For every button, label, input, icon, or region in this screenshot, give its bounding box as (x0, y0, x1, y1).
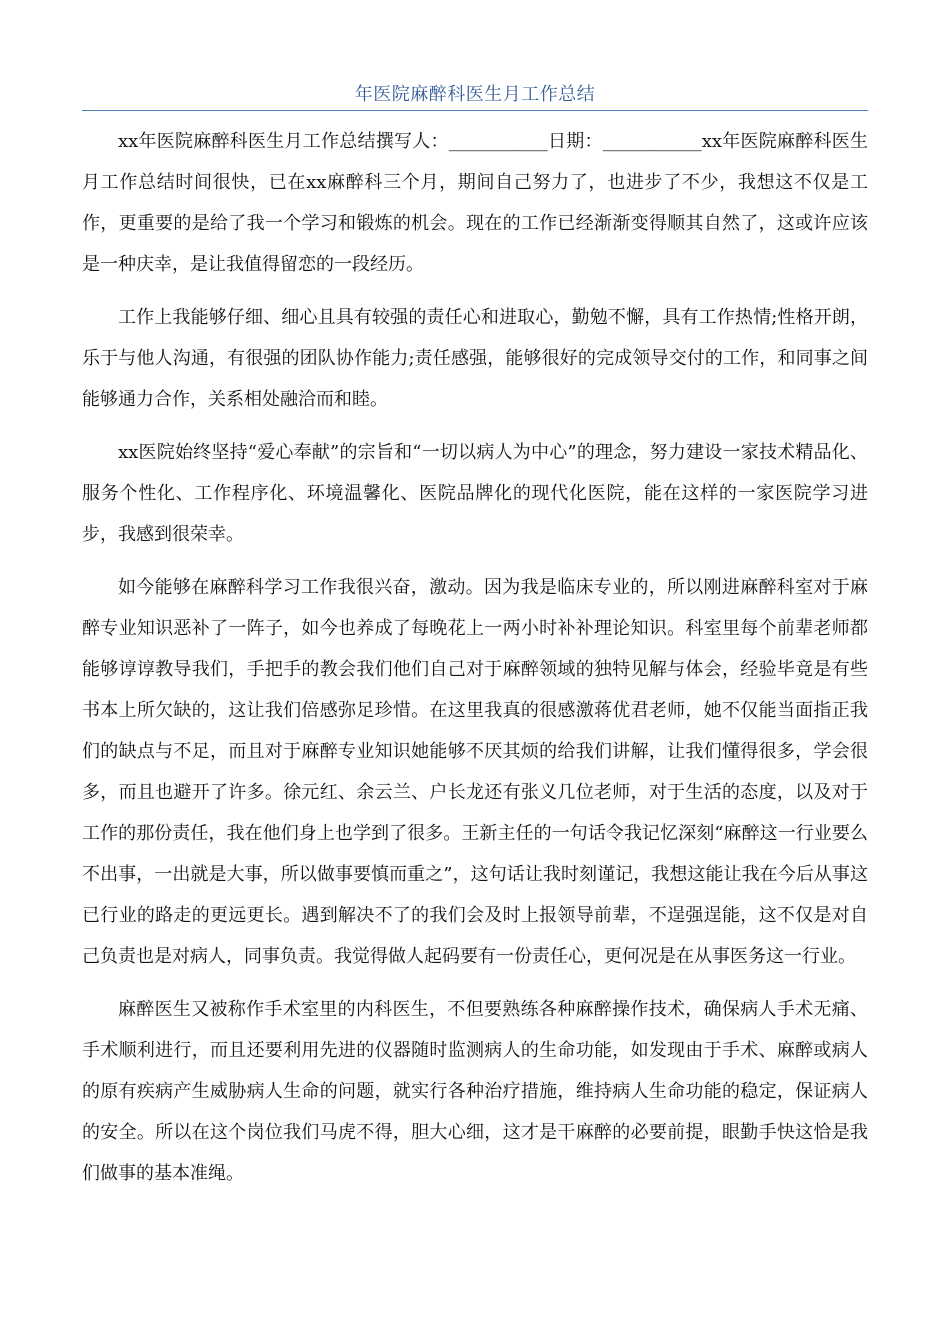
document-header (82, 80, 868, 111)
document-page (82, 80, 868, 1206)
document-body (82, 121, 868, 1194)
paragraph-hospital-mission: xx医院始终坚持“爱心奉献”的宗旨和“一切以病人为中心”的理念，努力建设一家技术精品化、服务个性化、工作程序化、环境温馨化、医院品牌化的现代化医院，能在这样的一家医院学习进步，我感到很荣幸。 (82, 442, 868, 545)
paragraph-learning-experience: 如今能够在麻醉科学习工作我很兴奋，激动。因为我是临床专业的，所以刚进麻醉科室对于麻醉专业知识恶补了一阵子，如今也养成了每晚花上一两小时补补理论知识。科室里每个前辈老师都能够谆谆教导我们，手把手的教会我们他们自己对于麻醉领域的独特见解与体会，经验毕竟是有些书本上所欠缺的，这让我们倍感弥足珍惜。在这里我真的很感激蒋优君老师，她不仅能当面指正我们的缺点与不足，而且对于麻醉专业知识她能够不厌其烦的给我们讲解，让我们懂得很多，学会很多，而且也避开了许多。徐元红、余云兰、户长龙还有张义几位老师，对于生活的态度，以及对于工作的那份责任，我在他们身上也学到了很多。王新主任的一句话令我记忆深刻“麻醉这一行业要么不出事，一出就是大事，所以做事要慎而重之”，这句话让我时刻谨记，我想这能让我在今后从事这已行业的路走的更远更长。遇到解决不了的我们会及时上报领导前辈，不逞强逞能，这不仅是对自己负责也是对病人，同事负责。我觉得做人起码要有一份责任心，更何况是在从事医务这一行业。 (82, 577, 868, 967)
document-title: 年医院麻醉科医生月工作总结 (354, 84, 596, 105)
paragraph-anesthesiologist-role: 麻醉医生又被称作手术室里的内科医生，不但要熟练各种麻醉操作技术，确保病人手术无痛、手术顺利进行，而且还要利用先进的仪器随时监测病人的生命功能，如发现由于手术、麻醉或病人的原有疾病产生威胁病人生命的问题，就实行各种治疗措施，维持病人生命功能的稳定，保证病人的安全。所以在这个岗位我们马虎不得，胆大心细，这才是干麻醉的必要前提，眼勤手快这恰是我们做事的基本准绳。 (82, 999, 868, 1184)
paragraph-intro: xx年医院麻醉科医生月工作总结撰写人：___________日期：___________xx年医院麻醉科医生月工作总结时间很快，已在xx麻醉科三个月，期间自己努力了，也进步了不少，我想这不仅是工作，更重要的是给了我一个学习和锻炼的机会。现在的工作已经渐渐变得顺其自然了，这或许应该是一种庆幸，是让我值得留恋的一段经历。 (82, 131, 868, 275)
paragraph-work-attitude: 工作上我能够仔细、细心且具有较强的责任心和进取心，勤勉不懈，具有工作热情;性格开朗，乐于与他人沟通，有很强的团队协作能力;责任感强，能够很好的完成领导交付的工作，和同事之间能够通力合作，关系相处融洽而和睦。 (82, 307, 868, 410)
